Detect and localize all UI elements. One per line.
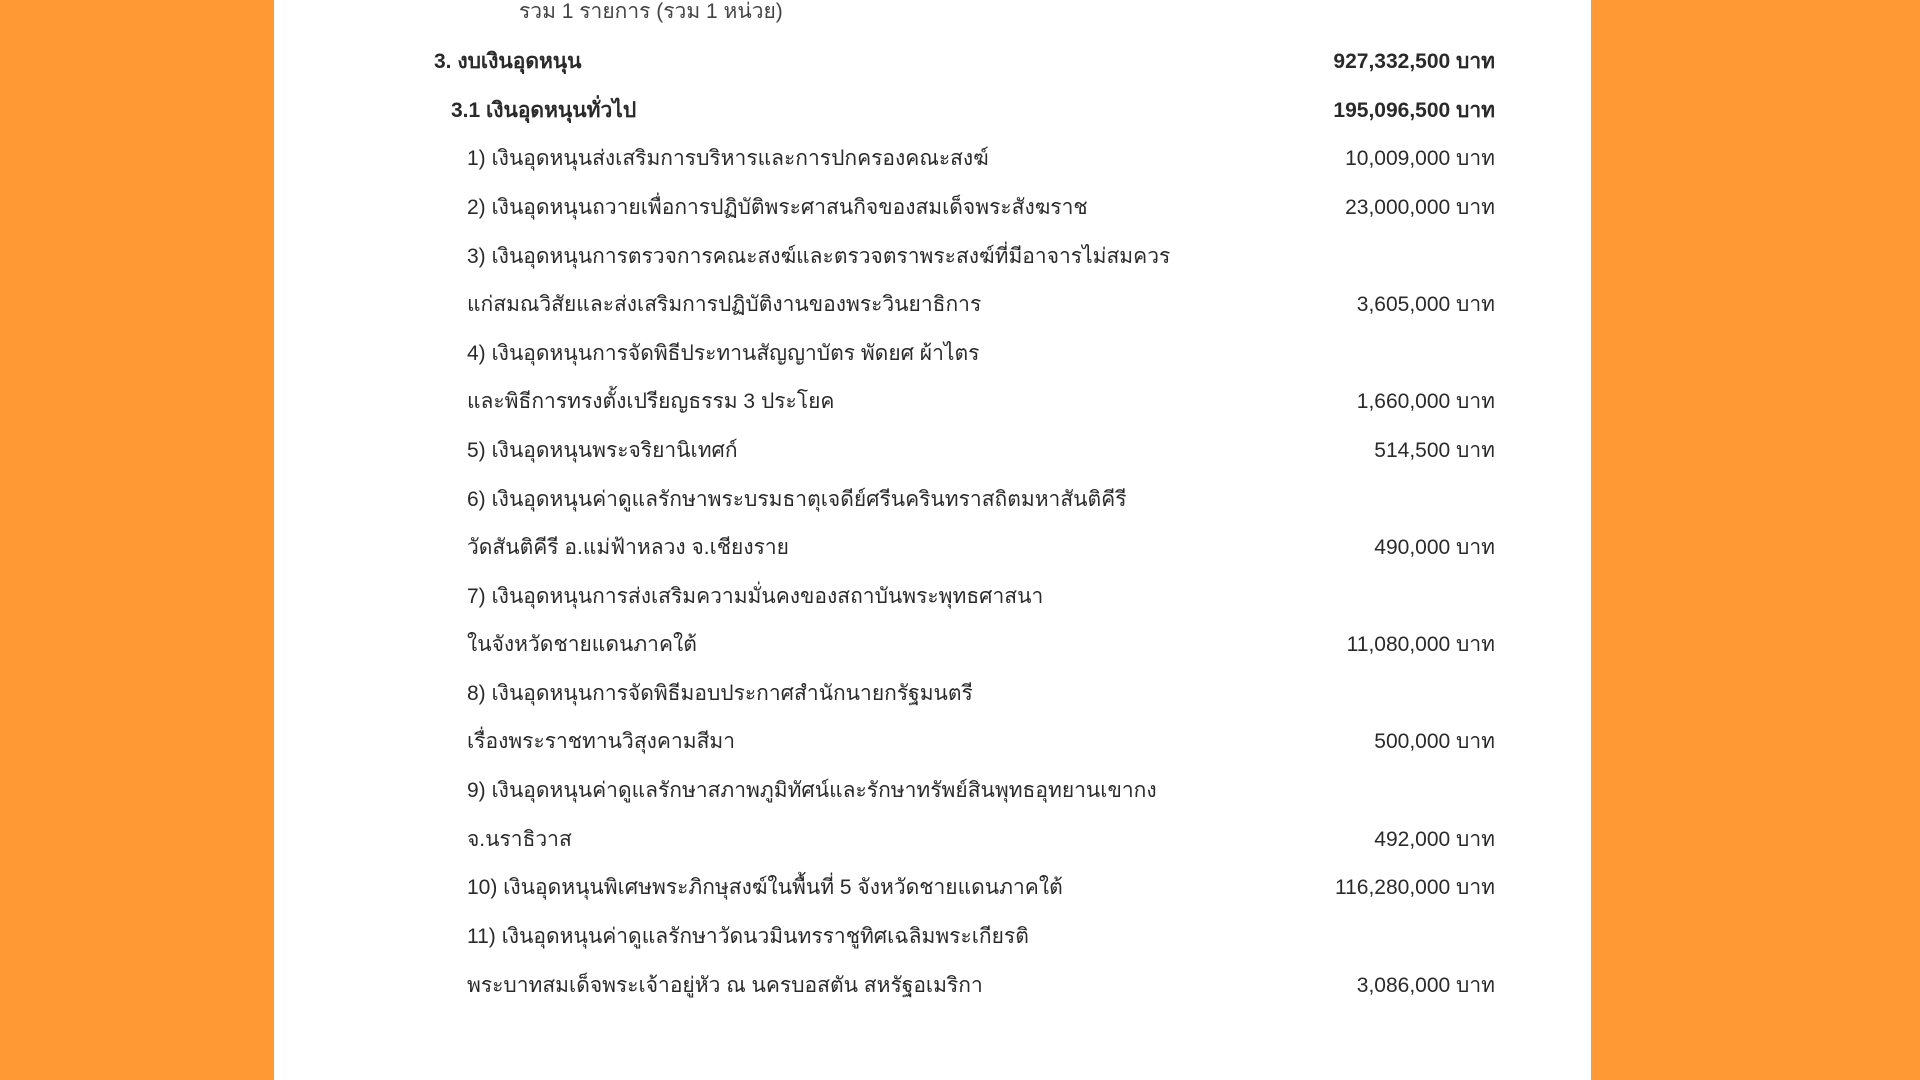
item-amount: 11,080,000 บาท	[1346, 633, 1495, 656]
summary-line-text: รวม 1 รายการ (รวม 1 หน่วย)	[519, 0, 783, 23]
item-text-continuation: ในจังหวัดชายแดนภาคใต้	[467, 633, 697, 656]
item-amount: 492,000 บาท	[1374, 828, 1495, 851]
list-item	[274, 336, 1591, 372]
summary-line	[274, 0, 1591, 30]
item-text: 1) เงินอุดหนุนส่งเสริมการบริหารและการปกครองคณะสงฆ์	[467, 147, 989, 170]
subsection-heading	[274, 93, 1591, 129]
list-item	[274, 773, 1591, 809]
list-item	[274, 141, 1591, 177]
list-item	[274, 482, 1591, 518]
item-text: 6) เงินอุดหนุนค่าดูแลรักษาพระบรมธาตุเจดีย์ศรีนครินทราสถิตมหาสันติคีรี	[467, 488, 1127, 511]
item-text-continuation: วัดสันติคีรี อ.แม่ฟ้าหลวง จ.เชียงราย	[467, 536, 789, 559]
item-text: 8) เงินอุดหนุนการจัดพิธีมอบประกาศสำนักนายกรัฐมนตรี	[467, 682, 973, 705]
item-text: 5) เงินอุดหนุนพระจริยานิเทศก์	[467, 439, 738, 462]
item-amount: 10,009,000 บาท	[1345, 147, 1495, 170]
item-text: 7) เงินอุดหนุนการส่งเสริมความมั่นคงของสถาบันพระพุทธศาสนา	[467, 585, 1044, 608]
item-amount: 1,660,000 บาท	[1356, 390, 1495, 413]
list-item	[274, 870, 1591, 906]
document-page	[274, 0, 1591, 1080]
item-text: 4) เงินอุดหนุนการจัดพิธีประทานสัญญาบัตร พัดยศ ผ้าไตร	[467, 342, 980, 365]
item-amount: 500,000 บาท	[1374, 730, 1495, 753]
item-amount: 3,605,000 บาท	[1356, 293, 1495, 316]
item-amount: 116,280,000 บาท	[1334, 876, 1495, 899]
list-item	[274, 919, 1591, 955]
list-item	[274, 579, 1591, 615]
item-amount: 490,000 บาท	[1374, 536, 1495, 559]
item-text: 2) เงินอุดหนุนถวายเพื่อการปฏิบัติพระศาสนกิจของสมเด็จพระสังฆราช	[467, 196, 1088, 219]
subsection-title: 3.1 เงินอุดหนุนทั่วไป	[451, 99, 637, 122]
item-text: 11) เงินอุดหนุนค่าดูแลรักษาวัดนวมินทรราชูทิศเฉลิมพระเกียรติ	[467, 925, 1029, 948]
list-item-continuation	[274, 968, 1591, 1004]
item-text-continuation: แก่สมณวิสัยและส่งเสริมการปฏิบัติงานของพระวินยาธิการ	[467, 293, 982, 316]
section-amount: 927,332,500 บาท	[1333, 50, 1495, 73]
item-amount: 23,000,000 บาท	[1345, 196, 1495, 219]
section-heading	[274, 44, 1591, 80]
list-item-continuation	[274, 822, 1591, 858]
item-text-continuation: จ.นราธิวาส	[467, 828, 572, 851]
list-item-continuation	[274, 724, 1591, 760]
item-text: 3) เงินอุดหนุนการตรวจการคณะสงฆ์และตรวจตราพระสงฆ์ที่มีอาจารไม่สมควร	[467, 245, 1171, 268]
item-text-continuation: และพิธีการทรงตั้งเปรียญธรรม 3 ประโยค	[467, 390, 835, 413]
list-item	[274, 239, 1591, 275]
budget-document	[274, 0, 1591, 1080]
list-item-continuation	[274, 287, 1591, 323]
item-text-continuation: เรื่องพระราชทานวิสุงคามสีมา	[467, 730, 736, 753]
list-item	[274, 676, 1591, 712]
subsection-amount: 195,096,500 บาท	[1333, 99, 1495, 122]
list-item-continuation	[274, 627, 1591, 663]
list-item-continuation	[274, 384, 1591, 420]
list-item	[274, 190, 1591, 226]
section-title: 3. งบเงินอุดหนุน	[434, 50, 582, 73]
item-amount: 514,500 บาท	[1374, 439, 1495, 462]
item-text: 9) เงินอุดหนุนค่าดูแลรักษาสภาพภูมิทัศน์และรักษาทรัพย์สินพุทธอุทยานเขากง	[467, 779, 1157, 802]
item-amount: 3,086,000 บาท	[1356, 974, 1495, 997]
list-item-continuation	[274, 530, 1591, 566]
list-item	[274, 433, 1591, 469]
item-text-continuation: พระบาทสมเด็จพระเจ้าอยู่หัว ณ นครบอสตัน สหรัฐอเมริกา	[467, 974, 983, 997]
item-text: 10) เงินอุดหนุนพิเศษพระภิกษุสงฆ์ในพื้นที่ 5 จังหวัดชายแดนภาคใต้	[467, 876, 1063, 899]
